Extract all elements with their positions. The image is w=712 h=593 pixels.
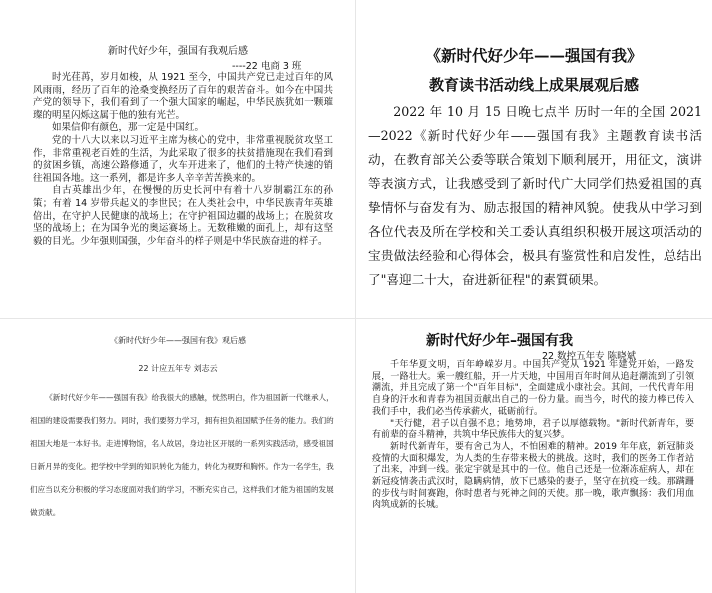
essay-3-class-line: 22 计应五年专 刘志云 <box>138 364 218 373</box>
essay-2-paragraph: 2022 年 10 月 15 日晚七点半 历时一年的全国 2021—2022《新时代好少年——强国有我》主题教育读书活动，在教育部关公委等联合策划下顺利展开，用征文，演讲等表演方式，让我感受到了新时代广大同学们热爱祖国的真挚情怀与奋发有为、励志报国的精神风貌。使我从中学习到各位代表及所在学校和关工委认真组织积极开展这项活动的宝贵做法经验和心得体会，极具有鉴赏性和启发性，总结出了"喜迎二十大，奋进新征程"的素質硕果。 <box>368 104 702 287</box>
essay-panel-4 <box>356 318 712 593</box>
essay-4-paragraph: 新时代新青年，要有舍己为人，不怕困难的精神。2019 年年底，新冠肺炎疫情的大面积爆发，为人类的生存带来极大的挑战。这时，我们的医务工作者站了出来，冲到一线。张定宇就是其中的一位。他自己还是一位渐冻症病人，却在新冠疫情袭击武汉时，隐瞒病情，放下已感染的妻子，坚守在抗疫一线。那蹒跚的步伐与时间赛跑，你时患者与死神之间的天使。那一晚，歌声飘扬：我们用血肉筑成新的长城。 <box>372 441 694 511</box>
essay-2-subtitle: 教育读书活动线上成果展观后感 <box>428 76 639 94</box>
horizontal-divider <box>0 318 712 319</box>
essay-2-body <box>368 100 702 292</box>
essay-1-paragraph: 党的十八大以来以习近平主席为核心的党中，非常重视脱贫攻坚工作，非常重视老百姓的生活，为此采取了很多的扶贫措施现在我们看到的贫困乡镇，高速公路修通了，火车开进来了，他们的土特产快速的销往祖国各地。这一系列，都是许多人辛辛苦苦换来的。 <box>33 134 333 184</box>
essay-1-paragraph: 时光荏苒，岁月如梭，从 1921 至今，中国共产党已走过百年的风风雨雨，经历了百年的沧桑变换经历了百年的艰苦奋斗。如今在中国共产党的领导下，我们看到了一个强大国家的崛起，中华民族犹如一颗璀璨的明星闪烁这属于他的独有光芒。 <box>33 72 333 121</box>
essay-3-body <box>30 386 338 524</box>
essay-4-paragraph: "天行健，君子以自强不息；地势坤，君子以厚德载物。"新时代新青年，要有前辈的奋斗精神，共筑中华民族伟大的复兴梦。 <box>372 418 694 441</box>
essay-4-body <box>372 360 694 512</box>
essay-panel-2 <box>356 0 712 318</box>
vertical-divider <box>355 0 356 593</box>
essay-1-paragraph: 自古英雄出少年，在慢慢的历史长河中有着十八岁制霸江东的孙策；有着 14 岁带兵起义的李世民；在人类社会中，中华民族青年英雄倍出，在守护人民健康的战场上；在守护祖国边疆的战场上；在脱贫攻坚的战场上；在为国争光的奥运赛场上。无数稚嫩的面孔上，却有这坚毅的目光。少年强则国强，少年奋斗的样子则是中华民族奋进的样子。 <box>33 185 333 247</box>
essay-4-paragraph: 千年华夏文明，百年峥嵘岁月。中国共产党从 1921 年建党开始，一路发展，一路壮大。乘一艘红船，开一片天地，中国用百年时间从追赶潮流到了引领潮流，并且完成了第一个"百年目标"，全面建成小康社会。其间，一代代青年用自身的汗水和青春为祖国贡献出自己的一份力量。而当今，时代的接力棒已传入我们手中，我们必当传承薪火，砥砺前行。 <box>372 360 694 417</box>
essay-3-paragraph: 《新时代好少年——强国有我》给我很大的感触，恍然明白，作为祖国新一代继承人，祖国的建设需要我们努力。同时，我们要努力学习，拥有担负祖国赋予任务的能力。我们的祖国大地是一本好书。走进博物馆，名人故居，身边社区开展的一系列实践活动，感受祖国日新月异的变化。把学校中学到的知识转化为能力，转化为视野和胸怀。作为一名学生，我们应当以充分积极的学习态度面对我们的学习，不断充实自己，这样我们才能为祖国的发展做贡献。 <box>30 393 334 517</box>
essay-1-class-line: ----22 电商 3 班 <box>232 61 302 72</box>
essay-1-paragraph: 如果信仰有颜色，那一定是中国红。 <box>52 122 205 134</box>
essay-4-class-line: 22 数控五年专 陈晓斌 <box>542 351 637 362</box>
essay-2-title: 《新时代好少年——强国有我》 <box>425 46 643 65</box>
essay-4-title: 新时代好少年–强国有我 <box>426 333 573 349</box>
essay-1-title: 新时代好少年，强国有我观后感 <box>108 46 248 57</box>
essay-panel-1 <box>0 0 356 318</box>
essay-3-title: 《新时代好少年——强国有我》观后感 <box>110 336 246 345</box>
essay-1-body <box>33 72 333 248</box>
essay-panel-3 <box>0 318 356 593</box>
